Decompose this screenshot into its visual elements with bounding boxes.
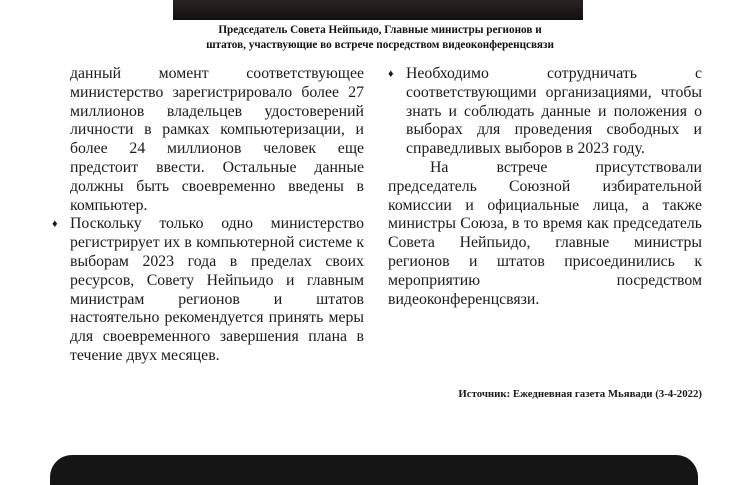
right-bullet-item: [388, 65, 702, 159]
left-column: [52, 65, 364, 366]
caption-line-2: штатов, участвующие во встрече посредством видеоконференцсвязи: [206, 39, 554, 51]
left-bullet-text: Поскольку только одно министерство регистрирует их в компьютерной системе к выборам 2023 года в пределах своих ресурсов, Совету Нейпьидо и главным министрам регионов и штатов настоятельно рекомендуется принять меры для своевременного завершения плана в течение двух месяцев.: [70, 215, 364, 364]
right-bullet-text: Необходимо сотрудничать с соответствующими организациями, чтобы знать и соблюдать данные и положения о выборах для проведения свободных и справедливых выборов в 2023 году.: [406, 65, 702, 158]
source-credit: Источник: Ежедневная газета Мьявади (3-4-2022): [458, 388, 702, 400]
right-column: [388, 65, 702, 309]
meeting-photo: [173, 0, 583, 20]
left-bullet-item: [52, 215, 364, 365]
diamond-bullet-icon: ♦: [52, 218, 58, 231]
diamond-bullet-icon: ♦: [388, 68, 394, 80]
photo-caption: [120, 23, 640, 53]
left-continuation-text: данный момент соответствующее министерство зарегистрировало более 27 миллионов владельцев удостоверений личности в рамках компьютеризации, и более 24 миллионов человек еще предстоит ввести. Остальные данные должны быть своевременно введены в компьютер.: [70, 65, 364, 214]
caption-line-1: Председатель Совета Нейпьидо, Главные министры регионов и: [218, 24, 542, 36]
right-paragraph: На встрече присутствовали председатель Союзной избирательной комиссии и официальные лица, а также министры Союза, в то время как председатель Совета Нейпьидо, главные министры регионов и штатов присоединились к мероприятию посредством видеоконференцсвязи.: [388, 158, 702, 308]
